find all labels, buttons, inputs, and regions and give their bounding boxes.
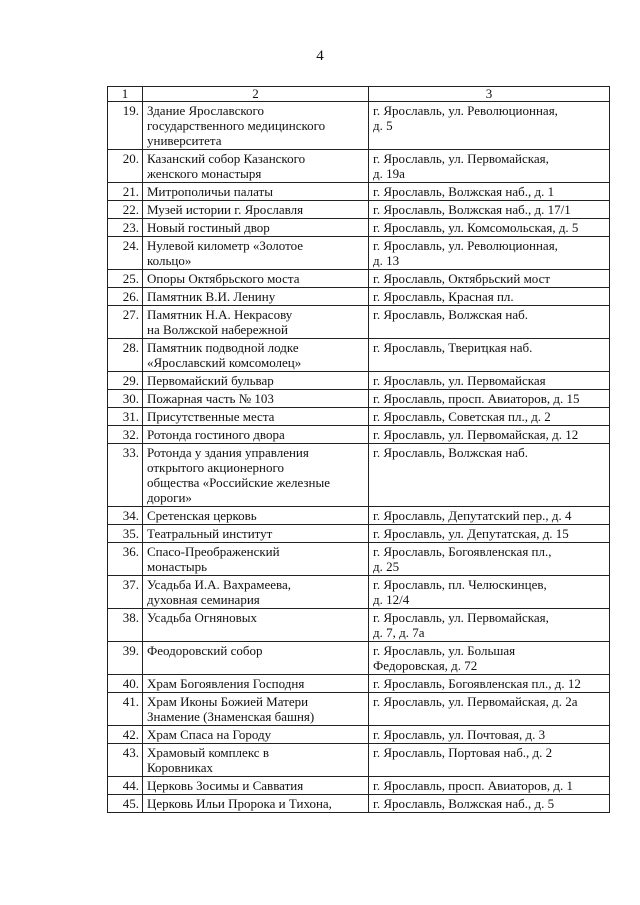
object-name-cell xyxy=(143,201,369,219)
object-name-line: Знамение (Знаменская башня) xyxy=(147,709,315,724)
object-name-cell xyxy=(143,576,369,609)
table-row xyxy=(108,237,610,270)
object-name-line: духовная семинария xyxy=(147,592,260,607)
object-address-line: г. Ярославль, Волжская наб., д. 5 xyxy=(373,796,555,811)
object-name-cell xyxy=(143,642,369,675)
row-number: 38. xyxy=(108,609,143,642)
object-name-cell xyxy=(143,693,369,726)
object-address-line: г. Ярославль, Твериҵкая наб. xyxy=(373,340,533,355)
object-address-line: г. Ярославль, пл. Челюскинцев, xyxy=(373,577,547,592)
object-name-cell xyxy=(143,795,369,813)
object-name-cell xyxy=(143,288,369,306)
row-number: 35. xyxy=(108,525,143,543)
object-address-line: г. Ярославль, ул. Первомайская, xyxy=(373,151,549,166)
object-name-cell xyxy=(143,150,369,183)
table-row xyxy=(108,744,610,777)
object-address-line: г. Ярославль, ул. Революционная, xyxy=(373,238,558,253)
object-name-cell xyxy=(143,525,369,543)
object-name-line: Спасо-Преображенский xyxy=(147,544,280,559)
page-number: 4 xyxy=(316,48,324,64)
object-name-line: Храм Богоявления Господня xyxy=(147,676,305,691)
object-name-cell xyxy=(143,444,369,507)
landmarks-table xyxy=(107,86,610,813)
table-row xyxy=(108,726,610,744)
object-name-cell xyxy=(143,390,369,408)
object-name-line: Митрополичьи палаты xyxy=(147,184,273,199)
object-name-cell xyxy=(143,777,369,795)
row-number: 28. xyxy=(108,339,143,372)
object-name-line: дороги» xyxy=(147,490,192,505)
object-address-cell xyxy=(369,576,610,609)
object-name-cell xyxy=(143,507,369,525)
object-name-cell xyxy=(143,183,369,201)
object-address-line: г. Ярославль, ул. Депутатская, д. 15 xyxy=(373,526,569,541)
object-name-cell xyxy=(143,372,369,390)
object-address-line: г. Ярославль, просп. Авиаторов, д. 15 xyxy=(373,391,580,406)
object-name-cell xyxy=(143,270,369,288)
object-address-line: д. 13 xyxy=(373,253,400,268)
object-address-cell xyxy=(369,339,610,372)
table-row xyxy=(108,183,610,201)
object-address-cell xyxy=(369,201,610,219)
row-number: 37. xyxy=(108,576,143,609)
object-address-line: г. Ярославль, ул. Первомайская, xyxy=(373,610,549,625)
object-address-cell xyxy=(369,726,610,744)
table-row xyxy=(108,675,610,693)
row-number: 42. xyxy=(108,726,143,744)
object-address-line: г. Ярославль, ул. Революционная, xyxy=(373,103,558,118)
object-address-cell xyxy=(369,372,610,390)
table-body xyxy=(108,102,610,813)
object-name-cell xyxy=(143,543,369,576)
object-address-line: г. Ярославль, ул. Комсомольская, д. 5 xyxy=(373,220,579,235)
row-number: 32. xyxy=(108,426,143,444)
object-name-line: Ротонда у здания управления xyxy=(147,445,309,460)
table-row xyxy=(108,426,610,444)
object-address-cell xyxy=(369,525,610,543)
object-name-line: Ротонда гостиного двора xyxy=(147,427,285,442)
object-address-line: г. Ярославль, Волжская наб. xyxy=(373,307,528,322)
row-number: 45. xyxy=(108,795,143,813)
object-address-cell xyxy=(369,219,610,237)
object-address-cell xyxy=(369,609,610,642)
object-address-line: г. Ярославль, Богоявленская пл., xyxy=(373,544,552,559)
table-row xyxy=(108,609,610,642)
object-address-line: д. 7, д. 7а xyxy=(373,625,425,640)
object-address-line: г. Ярославль, Богоявленская пл., д. 12 xyxy=(373,676,581,691)
object-name-line: Сретенская церковь xyxy=(147,508,257,523)
object-address-line: г. Ярославль, Депутатский пер., д. 4 xyxy=(373,508,572,523)
object-address-cell xyxy=(369,543,610,576)
object-name-line: Памятник Н.А. Некрасову xyxy=(147,307,293,322)
object-name-line: Храмовый комплекс в xyxy=(147,745,269,760)
object-address-cell xyxy=(369,288,610,306)
header-cell-3: 3 xyxy=(369,87,610,102)
object-address-cell xyxy=(369,150,610,183)
object-name-line: Церковь Зосимы и Савватия xyxy=(147,778,304,793)
object-address-line: г. Ярославль, просп. Авиаторов, д. 1 xyxy=(373,778,573,793)
header-cell-1: 1 xyxy=(108,87,143,102)
row-number: 24. xyxy=(108,237,143,270)
object-address-cell xyxy=(369,306,610,339)
table-row xyxy=(108,150,610,183)
object-name-line: общества «Российские железные xyxy=(147,475,330,490)
object-address-cell xyxy=(369,675,610,693)
object-name-line: Памятник В.И. Ленину xyxy=(147,289,276,304)
object-name-line: Опоры Октябрьского моста xyxy=(147,271,300,286)
table-row xyxy=(108,693,610,726)
object-name-line: «Ярославский комсомолец» xyxy=(147,355,302,370)
object-address-line: г. Ярославль, Волжская наб. xyxy=(373,445,528,460)
object-address-cell xyxy=(369,183,610,201)
object-address-line: г. Ярославль, Волжская наб., д. 1 xyxy=(373,184,555,199)
object-address-line: д. 19а xyxy=(373,166,405,181)
table-row xyxy=(108,270,610,288)
table-row xyxy=(108,288,610,306)
object-name-line: Феодоровский собор xyxy=(147,643,263,658)
object-name-cell xyxy=(143,744,369,777)
object-name-line: Храм Спаса на Городу xyxy=(147,727,272,742)
object-address-line: г. Ярославль, Волжская наб., д. 17/1 xyxy=(373,202,571,217)
object-address-cell xyxy=(369,426,610,444)
row-number: 44. xyxy=(108,777,143,795)
row-number: 31. xyxy=(108,408,143,426)
row-number: 29. xyxy=(108,372,143,390)
object-name-cell xyxy=(143,306,369,339)
object-name-line: Пожарная часть № 103 xyxy=(147,391,274,406)
object-address-cell xyxy=(369,390,610,408)
table-header xyxy=(108,87,610,102)
row-number: 41. xyxy=(108,693,143,726)
object-name-cell xyxy=(143,102,369,150)
row-number: 26. xyxy=(108,288,143,306)
row-number: 22. xyxy=(108,201,143,219)
table-row xyxy=(108,372,610,390)
object-address-line: г. Ярославль, Красная пл. xyxy=(373,289,514,304)
row-number: 39. xyxy=(108,642,143,675)
table-row xyxy=(108,306,610,339)
row-number: 43. xyxy=(108,744,143,777)
object-address-cell xyxy=(369,744,610,777)
table-row xyxy=(108,390,610,408)
table-row xyxy=(108,642,610,675)
object-address-cell xyxy=(369,507,610,525)
object-name-line: Присутственные места xyxy=(147,409,275,424)
object-name-line: Храм Иконы Божией Матери xyxy=(147,694,309,709)
object-address-cell xyxy=(369,642,610,675)
row-number: 34. xyxy=(108,507,143,525)
header-cell-2: 2 xyxy=(143,87,369,102)
table-row xyxy=(108,201,610,219)
object-name-line: Коровниках xyxy=(147,760,213,775)
object-address-line: г. Ярославль, ул. Первомайская, д. 12 xyxy=(373,427,579,442)
table-row xyxy=(108,408,610,426)
object-address-line: г. Ярославль, ул. Первомайская xyxy=(373,373,546,388)
object-name-cell xyxy=(143,675,369,693)
table-row xyxy=(108,102,610,150)
object-name-line: Памятник подводной лодке xyxy=(147,340,299,355)
object-address-line: д. 25 xyxy=(373,559,400,574)
table-row xyxy=(108,444,610,507)
object-name-line: Здание Ярославского xyxy=(147,103,265,118)
object-name-line: на Волжской набережной xyxy=(147,322,288,337)
object-name-line: Нулевой километр «Золотое xyxy=(147,238,304,253)
object-name-cell xyxy=(143,219,369,237)
object-address-cell xyxy=(369,777,610,795)
table-row xyxy=(108,576,610,609)
object-address-cell xyxy=(369,270,610,288)
row-number: 19. xyxy=(108,102,143,150)
object-name-line: Казанский собор Казанского xyxy=(147,151,306,166)
row-number: 21. xyxy=(108,183,143,201)
row-number: 25. xyxy=(108,270,143,288)
object-name-line: Церковь Ильи Пророка и Тихона, xyxy=(147,796,332,811)
row-number: 27. xyxy=(108,306,143,339)
object-name-line: Музей истории г. Ярославля xyxy=(147,202,304,217)
object-name-line: Первомайский бульвар xyxy=(147,373,274,388)
object-name-cell xyxy=(143,237,369,270)
object-name-line: Усадьба И.А. Вахрамеева, xyxy=(147,577,292,592)
object-name-line: кольцо» xyxy=(147,253,192,268)
object-name-line: государственного медицинского xyxy=(147,118,326,133)
row-number: 36. xyxy=(108,543,143,576)
object-name-line: монастырь xyxy=(147,559,208,574)
object-name-line: женского монастыря xyxy=(147,166,262,181)
object-address-cell xyxy=(369,693,610,726)
table-row xyxy=(108,219,610,237)
table-row xyxy=(108,543,610,576)
object-name-cell xyxy=(143,609,369,642)
table-row xyxy=(108,339,610,372)
row-number: 20. xyxy=(108,150,143,183)
object-name-cell xyxy=(143,726,369,744)
object-address-line: г. Ярославль, Портовая наб., д. 2 xyxy=(373,745,553,760)
row-number: 33. xyxy=(108,444,143,507)
object-address-line: д. 5 xyxy=(373,118,393,133)
table-row xyxy=(108,777,610,795)
table-row xyxy=(108,525,610,543)
table-row xyxy=(108,507,610,525)
object-address-cell xyxy=(369,237,610,270)
row-number: 40. xyxy=(108,675,143,693)
object-address-line: г. Ярославль, Советская пл., д. 2 xyxy=(373,409,551,424)
object-address-line: г. Ярославль, Октябрьский мост xyxy=(373,271,551,286)
object-address-cell xyxy=(369,795,610,813)
object-address-cell xyxy=(369,102,610,150)
object-name-cell xyxy=(143,339,369,372)
object-name-line: Новый гостиный двор xyxy=(147,220,270,235)
row-number: 30. xyxy=(108,390,143,408)
object-name-line: университета xyxy=(147,133,222,148)
object-name-line: Усадьба Огняновых xyxy=(147,610,258,625)
row-number: 23. xyxy=(108,219,143,237)
table-row xyxy=(108,795,610,813)
object-address-line: г. Ярославль, ул. Большая xyxy=(373,643,516,658)
object-address-cell xyxy=(369,408,610,426)
object-name-line: открытого акционерного xyxy=(147,460,285,475)
object-address-line: Федоровская, д. 72 xyxy=(373,658,478,673)
object-name-line: Театральный институт xyxy=(147,526,273,541)
object-address-cell xyxy=(369,444,610,507)
object-address-line: д. 12/4 xyxy=(373,592,410,607)
object-address-line: г. Ярославль, ул. Почтовая, д. 3 xyxy=(373,727,546,742)
object-name-cell xyxy=(143,408,369,426)
object-address-line: г. Ярославль, ул. Первомайская, д. 2а xyxy=(373,694,578,709)
object-name-cell xyxy=(143,426,369,444)
